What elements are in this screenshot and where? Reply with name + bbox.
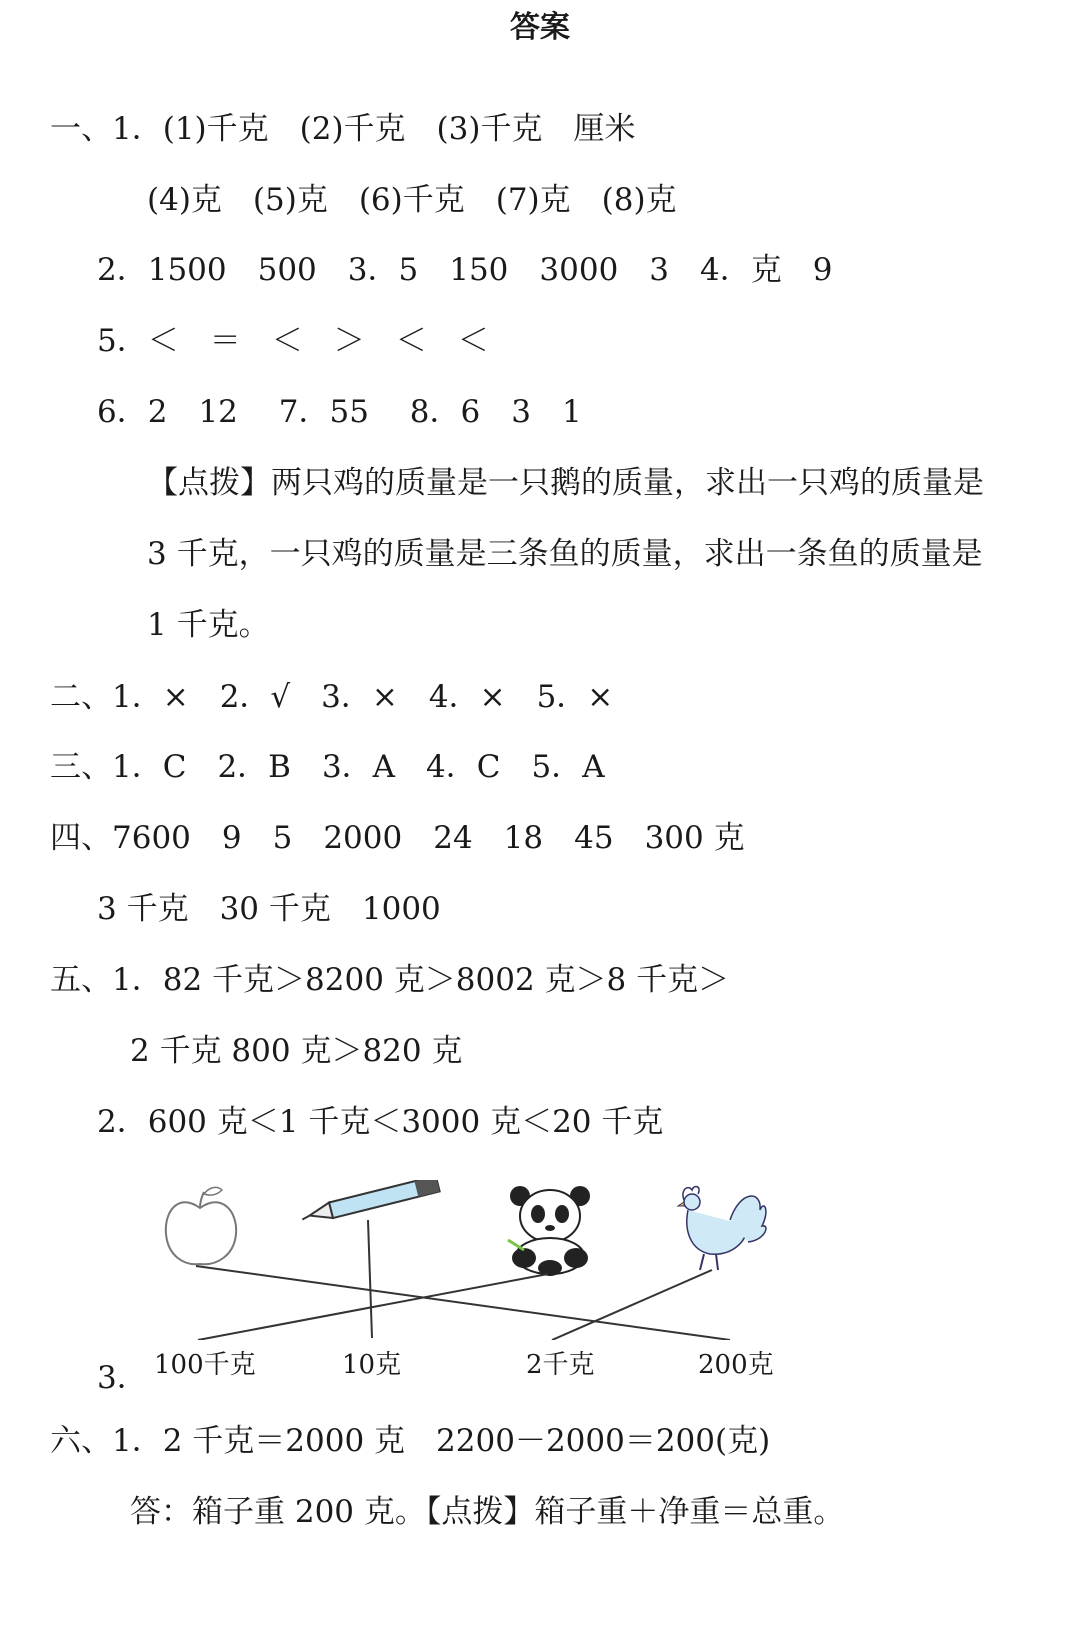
answer-line-1-1: 一、1．(1)千克 (2)千克 (3)千克 厘米 [50, 111, 636, 147]
panda-icon [508, 1186, 590, 1276]
answer-line-2: 二、1．× 2．√ 3．× 4．× 5．× [50, 679, 614, 715]
connection-lines [196, 1220, 730, 1340]
rooster-icon [678, 1187, 766, 1270]
page-title: 答案 [510, 10, 570, 45]
hint-line-2: 3 千克，一只鸡的质量是三条鱼的质量，求出一条鱼的质量是 [147, 536, 983, 572]
apple-icon [166, 1187, 236, 1264]
answer-line-5-2: 2．600 克＜1 千克＜3000 克＜20 千克 [97, 1104, 664, 1140]
answer-line-1-6: 6．2 12 7．55 8．6 3 1 [97, 394, 582, 430]
answer-line-6-1: 六、1．2 千克＝2000 克 2200－2000＝200(克) [50, 1423, 771, 1459]
answer-line-1-1b: (4)克 (5)克 (6)千克 (7)克 (8)克 [147, 182, 677, 218]
answer-line-1-5: 5．＜ ＝ ＜ ＞ ＜ ＜ [97, 323, 489, 359]
weight-label-100kg: 100千克 [154, 1350, 256, 1380]
pen-icon [300, 1180, 440, 1225]
weight-label-200g: 200克 [698, 1350, 774, 1380]
line-pen-10g [368, 1220, 372, 1338]
answer-line-4b: 3 千克 30 千克 1000 [97, 891, 441, 927]
answer-line-3: 三、1．C 2．B 3．A 4．C 5．A [50, 749, 605, 785]
weight-label-2kg: 2千克 [526, 1350, 595, 1380]
answer-line-5-1: 五、1．82 千克＞8200 克＞8002 克＞8 千克＞ [50, 962, 730, 998]
line-apple-200g [196, 1266, 730, 1340]
matching-figure [150, 1180, 790, 1340]
answer-line-1-2: 2．1500 500 3．5 150 3000 3 4．克 9 [97, 252, 833, 288]
weight-label-10g: 10克 [342, 1350, 402, 1380]
hint-line-1: 【点拨】两只鸡的质量是一只鹅的质量，求出一只鸡的质量是 [147, 465, 984, 501]
answer-line-5-3: 3． [97, 1360, 148, 1396]
hint-line-3: 1 千克。 [147, 607, 270, 643]
answer-line-6-1b: 答：箱子重 200 克。【点拨】箱子重＋净重＝总重。 [130, 1494, 845, 1530]
answer-line-4: 四、7600 9 5 2000 24 18 45 300 克 [50, 820, 745, 856]
answer-line-5-1b: 2 千克 800 克＞820 克 [130, 1033, 463, 1069]
line-rooster-2kg [552, 1270, 712, 1340]
